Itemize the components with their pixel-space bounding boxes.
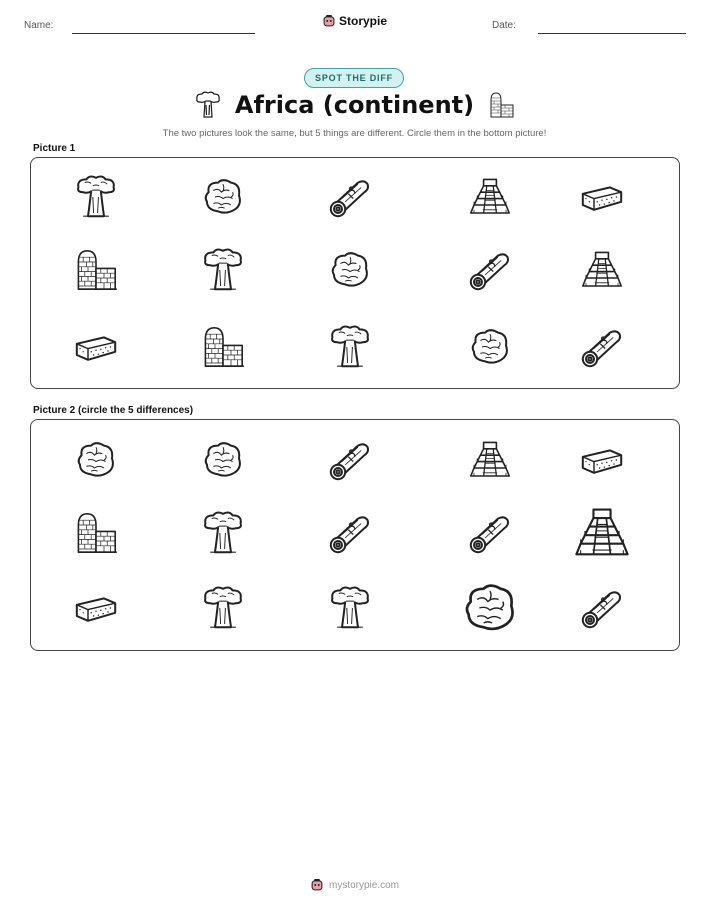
ruins-icon[interactable] [72,509,120,557]
ruins-icon [199,323,247,371]
picture-2-label: Picture 2 (circle the 5 differences) [33,405,194,416]
pyramid-icon[interactable] [466,436,514,484]
scroll-icon [466,246,514,294]
pyramid-icon [466,173,514,221]
footer-url: mystorypie.com [328,879,399,891]
brick-icon [578,173,626,221]
baobab-icon [72,173,120,221]
rock-icon [199,173,247,221]
spot-the-diff-badge: SPOT THE DIFF [304,68,404,88]
name-line[interactable] [72,33,255,34]
baobab-tree-icon [193,90,223,120]
rock-icon [326,246,374,294]
name-label: Name: [24,20,54,31]
rock-icon[interactable] [199,436,247,484]
ruins-icon [72,246,120,294]
rock-icon[interactable] [458,576,522,640]
pyramid-icon [578,246,626,294]
baobab-icon[interactable] [199,584,247,632]
baobab-icon [199,246,247,294]
brick-icon[interactable] [72,584,120,632]
brick-icon[interactable] [578,436,626,484]
scroll-icon [578,323,626,371]
baobab-icon [326,323,374,371]
picture-1-label: Picture 1 [33,143,76,154]
date-label: Date: [492,20,516,31]
page-title: Africa (continent) [234,91,475,119]
storypie-logo [322,14,387,28]
great-zimbabwe-ruins-icon [486,90,516,120]
baobab-icon[interactable] [199,509,247,557]
scroll-icon[interactable] [578,584,626,632]
instructions: The two pictures look the same, but 5 things are different. Circle them in the bottom picture! [162,128,547,139]
brand-name: Storypie [339,14,388,28]
brick-icon [72,323,120,371]
mascot-icon [322,14,336,28]
rock-icon[interactable] [72,436,120,484]
date-line[interactable] [538,33,686,34]
rock-icon [466,323,514,371]
footer [0,878,709,892]
baobab-icon[interactable] [326,584,374,632]
scroll-icon [326,173,374,221]
pyramid-icon[interactable] [570,501,634,565]
mascot-icon [310,878,324,892]
scroll-icon[interactable] [326,509,374,557]
title-row [0,90,709,120]
scroll-icon[interactable] [466,509,514,557]
scroll-icon[interactable] [326,436,374,484]
